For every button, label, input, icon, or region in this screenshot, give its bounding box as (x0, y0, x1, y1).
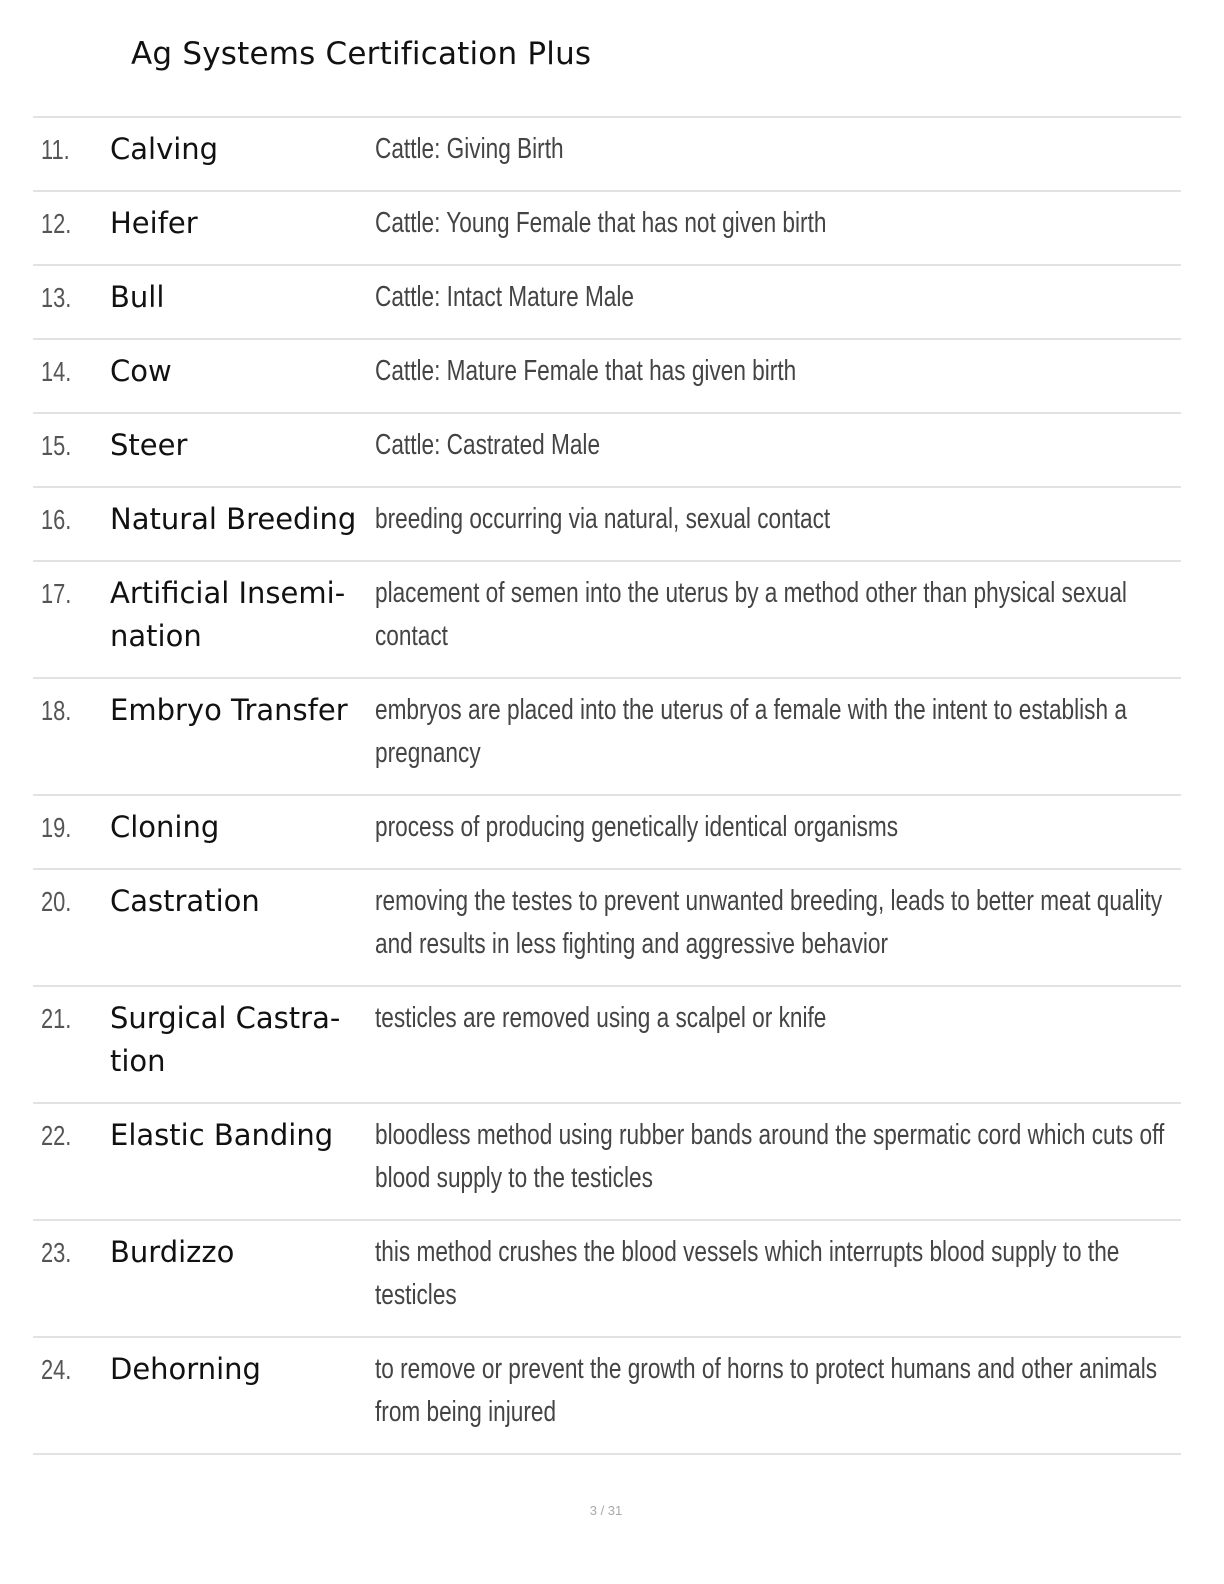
term-definition: to remove or prevent the growth of horns to protect humans and other animals from being injured (375, 1353, 1158, 1428)
term-definition: breeding occurring via natural, sexual contact (375, 503, 831, 535)
term-name: Natural Breeding (110, 502, 357, 536)
term-name: Steer (110, 428, 188, 462)
term-number: 19. (41, 812, 72, 843)
term-definition: bloodless method using rubber bands around the spermatic cord which cuts off blood supply to the testicles (375, 1119, 1165, 1194)
term-definition: Cattle: Young Female that has not given birth (375, 207, 827, 239)
term-name: Cow (110, 354, 172, 388)
term-row (33, 562, 1181, 679)
term-row (33, 266, 1181, 340)
term-row (33, 1104, 1181, 1221)
term-name: Castration (110, 884, 260, 918)
term-definition: testicles are removed using a scalpel or knife (375, 1002, 827, 1034)
term-name: Bull (110, 280, 165, 314)
term-number: 12. (41, 208, 72, 239)
term-number: 21. (41, 1003, 72, 1034)
term-definition: process of producing genetically identical organisms (375, 811, 899, 843)
term-number: 23. (41, 1237, 72, 1268)
term-row (33, 870, 1181, 987)
term-name: Embryo Transfer (110, 693, 348, 727)
term-list (33, 116, 1181, 1455)
term-number: 17. (41, 578, 72, 609)
term-number: 16. (41, 504, 72, 535)
term-definition: placement of semen into the uterus by a method other than physical sexual contact (375, 577, 1127, 652)
term-name: Heifer (110, 206, 198, 240)
term-row (33, 192, 1181, 266)
term-definition: Cattle: Intact Mature Male (375, 281, 634, 313)
term-definition: this method crushes the blood vessels which interrupts blood supply to the testicles (375, 1236, 1120, 1311)
term-definition: Cattle: Mature Female that has given birth (375, 355, 797, 387)
term-row (33, 118, 1181, 192)
term-definition: removing the testes to prevent unwanted breeding, leads to better meat quality and results in less fighting and aggressive behavior (375, 885, 1163, 960)
term-name: Dehorning (110, 1352, 261, 1386)
term-name: Artificial Insemi- nation (110, 576, 346, 653)
page-number: 3 / 31 (589, 1503, 623, 1518)
term-row (33, 340, 1181, 414)
term-number: 14. (41, 356, 72, 387)
term-row (33, 1221, 1181, 1338)
term-number: 24. (41, 1354, 72, 1385)
term-definition: embryos are placed into the uterus of a female with the intent to establish a pregnancy (375, 694, 1127, 769)
term-definition: Cattle: Castrated Male (375, 429, 601, 461)
term-name: Elastic Banding (110, 1118, 334, 1152)
term-row (33, 1338, 1181, 1455)
term-row (33, 987, 1181, 1104)
term-number: 18. (41, 695, 72, 726)
term-number: 22. (41, 1120, 72, 1151)
term-definition: Cattle: Giving Birth (375, 133, 564, 165)
term-row (33, 679, 1181, 796)
term-name: Burdizzo (110, 1235, 235, 1269)
term-name: Cloning (110, 810, 220, 844)
term-number: 20. (41, 886, 72, 917)
term-number: 13. (41, 282, 72, 313)
term-number: 15. (41, 430, 72, 461)
term-row (33, 796, 1181, 870)
term-name: Surgical Castra- tion (110, 1001, 341, 1078)
term-name: Calving (110, 132, 219, 166)
term-row (33, 414, 1181, 488)
term-row (33, 488, 1181, 562)
document-title: Ag Systems Certification Plus (131, 36, 592, 72)
term-number: 11. (41, 134, 70, 165)
